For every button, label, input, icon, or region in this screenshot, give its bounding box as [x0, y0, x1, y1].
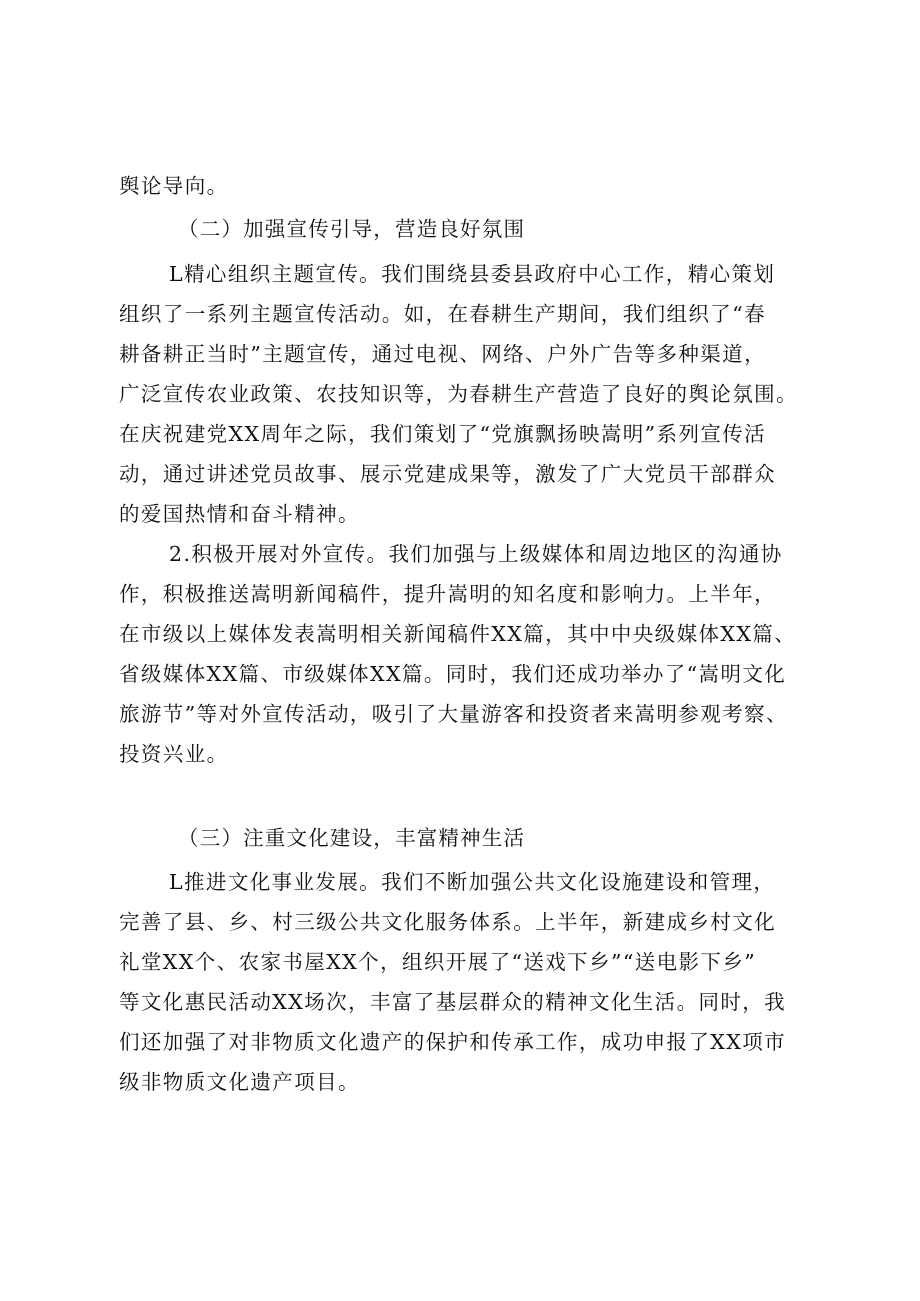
text-line: L精心组织主题宣传。我们围绕县委县政府中心工作，精心策划 — [169, 262, 776, 286]
text-line: L推进文化事业发展。我们不断加强公共文化设施建设和管理， — [169, 870, 776, 894]
paragraph-theme-publicity — [119, 254, 811, 534]
paragraph-cultural-development — [119, 862, 831, 1102]
text-line: 耕备耕正当时”主题宣传，通过电视、网络、户外广告等多种渠道， — [119, 342, 766, 366]
text-line: 省级媒体XX篇、市级媒体XX篇。同时，我们还成功举办了“嵩明文化 — [119, 662, 787, 686]
text-line: 礼堂XX个、农家书屋XX个，组织开展了“送戏下乡”“送电影下乡” — [119, 950, 757, 974]
text-line: 的爱国热情和奋斗精神。 — [119, 502, 360, 526]
text-line: 等文化惠民活动XX场次，丰富了基层群众的精神文化生活。同时，我 — [119, 990, 787, 1014]
text-line: 完善了县、乡、村三级公共文化服务体系。上半年，新建成乡村文化 — [119, 910, 776, 934]
text-line: 投资兴业。 — [119, 742, 229, 766]
text-line: 作，积极推送嵩明新闻稿件，提升嵩明的知名度和影响力。上半年， — [119, 582, 776, 606]
text-line: 们还加强了对非物质文化遗产的保护和传承工作，成功申报了XX项市 — [119, 1030, 787, 1054]
text-line: 在市级以上媒体发表嵩明相关新闻稿件XX篇，其中中央级媒体XX篇、 — [119, 622, 797, 646]
text-line: 旅游节”等对外宣传活动，吸引了大量游客和投资者来嵩明参观考察、 — [119, 702, 788, 726]
paragraph-external-publicity — [119, 534, 827, 774]
text-line: 级非物质文化遗产项目。 — [119, 1070, 360, 1094]
text-line: 动，通过讲述党员故事、展示党建成果等，激发了广大党员干部群众 — [119, 462, 776, 486]
text-line: 2.积极开展对外宣传。我们加强与上级媒体和周边地区的沟通协 — [169, 542, 783, 566]
section-heading-2: （二）加强宣传引导，营造良好氛围 — [178, 217, 526, 241]
text-line: 组织了一系列主题宣传活动。如，在春耕生产期间，我们组织了“春 — [119, 302, 766, 326]
text-line: 在庆祝建党XX周年之际，我们策划了“党旗飘扬映嵩明”系列宣传活 — [119, 422, 767, 446]
paragraph-continuation: 舆论导向。 — [119, 174, 229, 198]
section-heading-3: （三）注重文化建设，丰富精神生活 — [178, 826, 526, 850]
text-line: 广泛宣传农业政策、农技知识等，为春耕生产营造了良好的舆论氛围。 — [119, 382, 798, 406]
